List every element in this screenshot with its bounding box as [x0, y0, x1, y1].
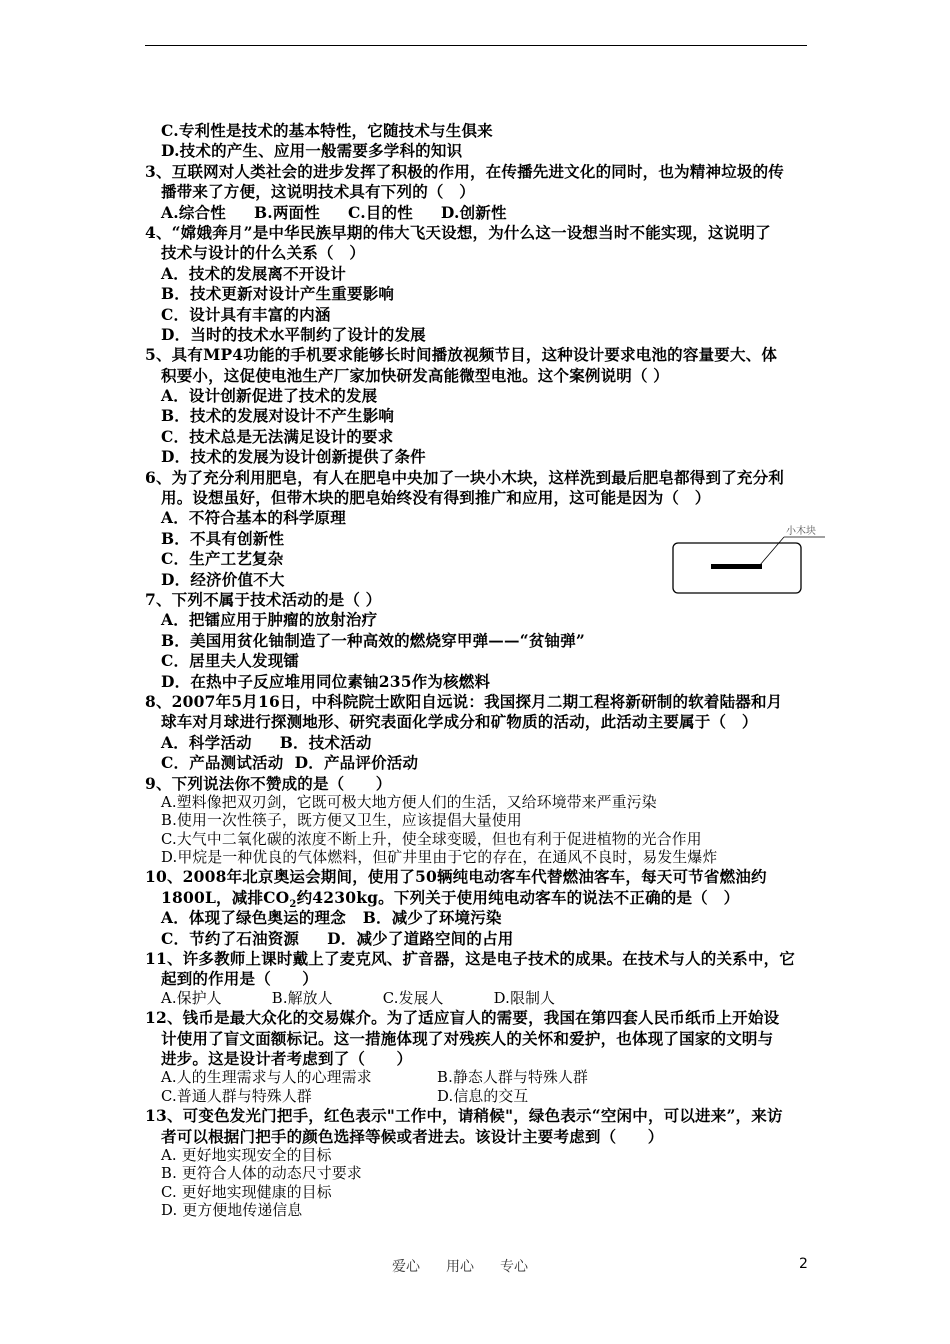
- q6-option-a: A．不符合基本的科学原理: [161, 508, 346, 528]
- q11-options: [145, 990, 810, 1008]
- q5-stem-line2: 积要小，这促使电池生产厂家加快研发高能微型电池。这个案例说明（ ）: [161, 365, 669, 385]
- wood-block-label: 小木块: [786, 526, 816, 537]
- q11-option-b: B.解放人: [271, 989, 333, 1007]
- q8-option-a: A．科学活动: [161, 732, 252, 752]
- q7-stem-line1: 7、下列不属于技术活动的是（ ）: [145, 589, 382, 609]
- q3-option-b: B.两面性: [253, 202, 320, 222]
- q5-option-c: C．技术总是无法满足设计的要求: [161, 426, 394, 446]
- q3-option-a: A.综合性: [161, 202, 226, 222]
- q9-option-b: B.使用一次性筷子，既方便又卫生，应该提倡大量使用: [161, 812, 522, 830]
- q6-option-b: B．不具有创新性: [161, 528, 285, 548]
- q6-option-d: D．经济价值不大: [161, 569, 285, 589]
- q11-option-a: A.保护人: [161, 989, 222, 1007]
- q13-option-d: D. 更方便地传递信息: [161, 1202, 303, 1220]
- q8-options-ab: [145, 733, 810, 753]
- q12-option-c: C.普通人群与特殊人群: [161, 1087, 312, 1105]
- q9-stem-line1: 9、下列说法你不赞成的是（ ）: [145, 773, 392, 793]
- q7-option-d: D．在热中子反应堆用同位素铀235作为核燃料: [161, 671, 491, 691]
- q8-stem-line2: 球车对月球进行探测地形、研究表面化学成分和矿物质的活动，此活动主要属于（ ）: [161, 712, 758, 732]
- q3-options: [145, 203, 810, 223]
- q9-option-a: A.塑料像把双刃剑，它既可极大地方便人们的生活，又给环境带来严重污染: [161, 793, 657, 811]
- q12-stem-line3: 进步。这是设计者考虑到了（ ）: [161, 1048, 413, 1068]
- q9-option-c: C.大气中二氧化碳的浓度不断上升，使全球变暖，但也有利于促进植物的光合作用: [161, 830, 702, 848]
- q7-option-c: C．居里夫人发现镭: [161, 651, 300, 671]
- q12-option-b: B.静态人群与特殊人群: [437, 1069, 588, 1087]
- q11-stem-line1: 11、许多教师上课时戴上了麦克风、扩音器，这是电子技术的成果。在技术与人的关系中，它: [145, 949, 795, 969]
- q7-option-a: A．把镭应用于肿瘤的放射治疗: [161, 610, 378, 630]
- q10-stem-line2: 1800L，减排$CO_2$约4230kg。下列关于使用纯电动客车的说法不正确的是（ ）: [161, 887, 740, 910]
- q10-options-ab: [145, 908, 810, 928]
- q12-options-cd: [145, 1088, 810, 1106]
- soap-figure: [660, 521, 830, 599]
- q3-option-d: D.创新性: [440, 202, 507, 222]
- label-leader-line: [760, 537, 784, 565]
- q11-stem-line2: 起到的作用是（ ）: [161, 969, 319, 989]
- q6-option-c: C．生产工艺复杂: [161, 549, 284, 569]
- q12-option-d: D.信息的交互: [437, 1087, 529, 1105]
- q3-stem-line1: 3、互联网对人类社会的进步发挥了积极的作用，在传播先进文化的同时，也为精神垃圾的传: [145, 161, 784, 181]
- q12-option-a: A.人的生理需求与人的心理需求: [161, 1069, 372, 1087]
- q6-stem-line1: 6、为了充分利用肥皂，有人在肥皂中央加了一块小木块，这样洗到最后肥皂都得到了充分利: [145, 467, 784, 487]
- q9-option-d: D.甲烷是一种优良的气体燃料，但矿井里由于它的存在，在通风不良时，易发生爆炸: [161, 849, 718, 867]
- q10-option-c: C．节约了石油资源: [161, 928, 300, 948]
- q12-stem-line2: 计使用了盲文面额标记。这一措施体现了对残疾人的关怀和爱护，也体现了国家的文明与: [161, 1028, 774, 1048]
- q10-options-cd: [145, 929, 810, 949]
- q8-option-b: B．技术活动: [279, 732, 372, 752]
- q11-option-d: D.限制人: [493, 989, 556, 1007]
- q8-stem-line1: 8、2007年5月16日，中科院院士欧阳自远说：我国探月二期工程将新研制的软着陆器和月: [145, 691, 783, 711]
- q12-options-ab: [145, 1069, 810, 1087]
- q5-option-b: B．技术的发展对设计不产生影响: [161, 406, 395, 426]
- q4-stem-line1: 4、“嫦娥奔月”是中华民族早期的伟大飞天设想，为什么这一设想当时不能实现，这说明了: [145, 222, 771, 242]
- header-rule: [145, 45, 807, 46]
- wood-block: [711, 564, 762, 569]
- soap-diagram: [660, 521, 830, 599]
- q4-option-d: D．当时的技术水平制约了设计的发展: [161, 324, 426, 344]
- q10-option-d: D．减少了道路空间的占用: [327, 928, 514, 948]
- footer-motto: 爱心 用心 专心: [392, 1259, 528, 1275]
- q5-option-d: D．技术的发展为设计创新提供了条件: [161, 447, 426, 467]
- q13-option-c: C. 更好地实现健康的目标: [161, 1183, 332, 1201]
- q4-option-c: C．设计具有丰富的内涵: [161, 304, 331, 324]
- q3-option-c: C.目的性: [347, 202, 413, 222]
- q12-stem-line1: 12、钱币是最大众化的交易媒介。为了适应盲人的需要，我国在第四套人民币纸币上开始设: [145, 1008, 780, 1028]
- q5-stem-line1: 5、具有MP4功能的手机要求能够长时间播放视频节目，这种设计要求电池的容量要大、体: [145, 345, 778, 365]
- q7-option-b: B．美国用贫化铀制造了一种高效的燃烧穿甲弹——“贫铀弹”: [161, 630, 586, 650]
- q8-option-d: D．产品评价活动: [294, 753, 419, 773]
- q11-option-c: C.发展人: [382, 989, 444, 1007]
- q6-stem-line2: 用。设想虽好，但带木块的肥皂始终没有得到推广和应用，这可能是因为（ ）: [161, 488, 711, 508]
- q13-option-b: B. 更符合人体的动态尺寸要求: [161, 1165, 362, 1183]
- q8-option-c: C．产品测试活动: [161, 753, 284, 773]
- q4-option-b: B．技术更新对设计产生重要影响: [161, 284, 395, 304]
- question-list: [145, 121, 810, 1220]
- q10-stem-line1: 10、2008年北京奥运会期间，使用了50辆纯电动客车代替燃油客车，每天可节省燃油约: [145, 867, 767, 887]
- q13-stem-line1: 13、可变色发光门把手，红色表示"工作中，请稍候"，绿色表示“空闲中，可以进来”，来访: [145, 1106, 783, 1126]
- q2-option-d: D.技术的产生、应用一般需要多学科的知识: [161, 141, 463, 161]
- q10-option-b: B．减少了环境污染: [362, 908, 502, 928]
- q4-option-a: A．技术的发展离不开设计: [161, 263, 346, 283]
- page-number: 2: [799, 1256, 808, 1272]
- q13-stem-line2: 者可以根据门把手的颜色选择等候或者进去。该设计主要考虑到（ ）: [161, 1126, 664, 1146]
- q10-option-a: A．体现了绿色奥运的理念: [161, 908, 346, 928]
- q3-stem-line2: 播带来了方便，这说明技术具有下列的（ ）: [161, 182, 476, 202]
- q2-option-c: C.专利性是技术的基本特性，它随技术与生俱来: [161, 121, 493, 140]
- q4-stem-line2: 技术与设计的什么关系（ ）: [161, 243, 366, 263]
- q8-options-cd: [145, 753, 810, 773]
- q5-option-a: A．设计创新促进了技术的发展: [161, 386, 378, 406]
- q13-option-a: A. 更好地实现安全的目标: [161, 1146, 332, 1164]
